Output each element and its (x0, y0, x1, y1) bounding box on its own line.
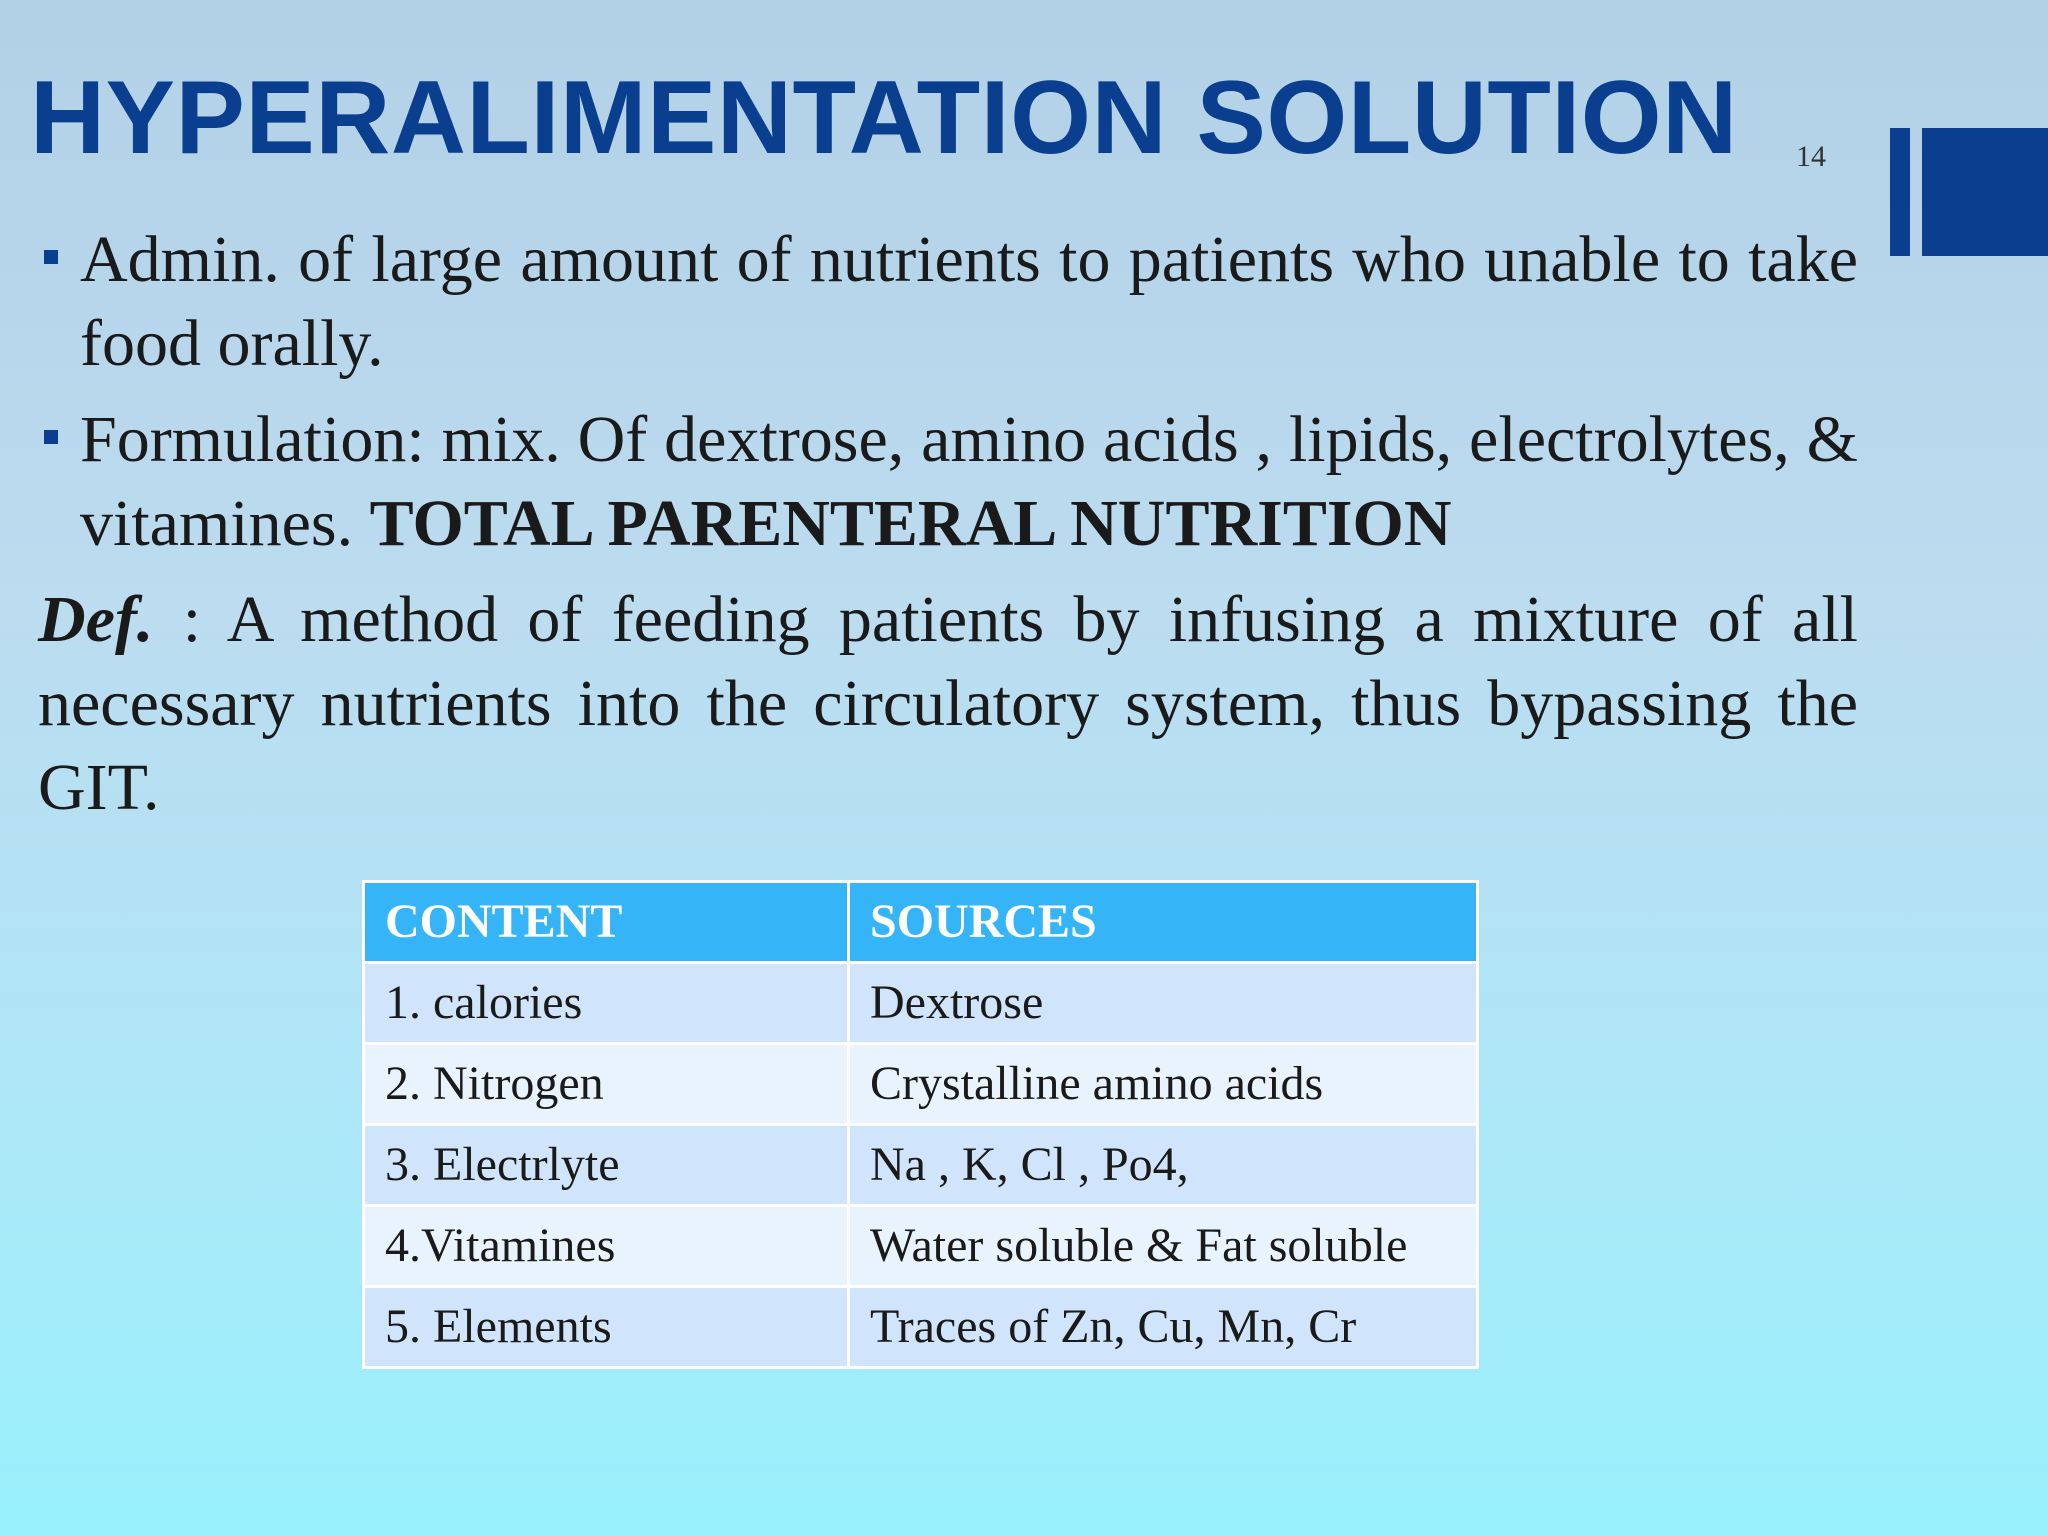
table-row (364, 1125, 1478, 1206)
table-row (364, 1044, 1478, 1125)
header-content: CONTENT (364, 882, 849, 963)
decorative-bar-thin (1890, 128, 1910, 256)
table-cell-content: 5. Elements (364, 1287, 849, 1368)
bullet-item-admin (38, 218, 1858, 386)
bullet-text: Formulation: mix. Of dextrose, amino acids , lipids, electrolytes, & vitamines. (80, 403, 1858, 560)
bullet-emphasis: TOTAL PARENTERAL NUTRITION (369, 487, 1452, 560)
table-cell-source: Traces of Zn, Cu, Mn, Cr (849, 1287, 1478, 1368)
table-cell-content: 2. Nitrogen (364, 1044, 849, 1125)
table-cell-content: 4.Vitamines (364, 1206, 849, 1287)
table-row (364, 1287, 1478, 1368)
content-sources-table-wrapper (362, 880, 1479, 1369)
table-cell-content: 1. calories (364, 963, 849, 1044)
definition-label: Def. (38, 583, 154, 656)
table-row (364, 1206, 1478, 1287)
slide-number: 14 (1796, 140, 1826, 173)
table-cell-content: 3. Electrlyte (364, 1125, 849, 1206)
content-sources-table (362, 880, 1479, 1369)
slide-body (38, 218, 1858, 830)
table-cell-source: Na , K, Cl , Po4, (849, 1125, 1478, 1206)
square-bullet-icon (44, 430, 58, 444)
table-cell-source: Crystalline amino acids (849, 1044, 1478, 1125)
decorative-bar-wide (1922, 128, 2048, 256)
bullet-item-formulation (38, 398, 1858, 566)
square-bullet-icon (44, 250, 58, 264)
definition-paragraph (38, 578, 1858, 830)
slide-title: HYPERALIMENTATION SOLUTION (30, 60, 1738, 176)
table-cell-source: Water soluble & Fat soluble (849, 1206, 1478, 1287)
table-header-row (364, 882, 1478, 963)
table-row (364, 963, 1478, 1044)
header-sources: SOURCES (849, 882, 1478, 963)
bullet-text: Admin. of large amount of nutrients to patients who unable to take food orally. (80, 223, 1858, 380)
table-cell-source: Dextrose (849, 963, 1478, 1044)
bullet-list (38, 218, 1858, 566)
definition-text: : A method of feeding patients by infusing a mixture of all necessary nutrients into the circulatory system, thus bypassing the GIT. (38, 583, 1858, 824)
